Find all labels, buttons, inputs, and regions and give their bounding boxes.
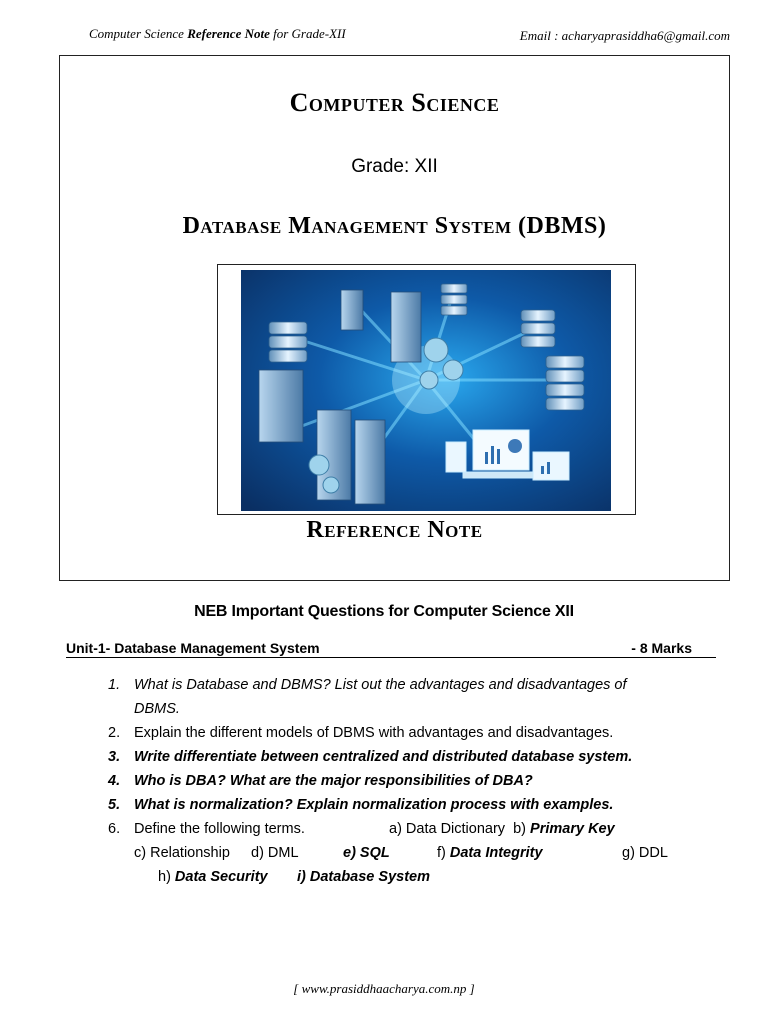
unit-label: Unit-1- Database Management System <box>66 640 320 656</box>
term-i: i) Database System <box>297 869 430 885</box>
dbms-illustration <box>241 270 611 511</box>
question-text: What is Database and DBMS? List out the advantages and disadvantages of <box>134 677 627 693</box>
term-h-line <box>158 865 268 889</box>
question-text: What is normalization? Explain normalization process with examples. <box>134 797 614 813</box>
question-number: 6. <box>108 821 121 837</box>
question-item <box>108 721 708 745</box>
term-g: g) DDL <box>622 845 668 861</box>
term-c: c) Relationship <box>134 845 230 861</box>
question-number: 1. <box>108 677 121 693</box>
cover-box <box>59 55 730 581</box>
cover-reference-note: Reference Note <box>306 517 483 543</box>
term-f-prefix: f) <box>437 845 450 861</box>
question-text: Who is DBA? What are the major responsibilities of DBA? <box>134 773 533 789</box>
header-prefix: Computer Science <box>89 26 188 41</box>
cover-subtitle: Database Management System (DBMS) <box>182 213 607 239</box>
question-number: 3. <box>108 749 121 765</box>
question-number: 2. <box>108 725 121 741</box>
unit-heading <box>66 638 716 658</box>
question-item <box>108 745 708 769</box>
term-f-line <box>437 841 543 865</box>
question-item <box>108 793 708 817</box>
running-header-left <box>89 26 346 42</box>
question-number: 4. <box>108 773 121 789</box>
term-a: a) Data Dictionary <box>389 821 506 837</box>
unit-marks: - 8 Marks <box>631 640 692 656</box>
question-text: Explain the different models of DBMS with advantages and disadvantages. <box>134 725 614 741</box>
database-stack-left <box>269 322 307 362</box>
questions-title: NEB Important Questions for Computer Science XII <box>194 603 574 620</box>
question-item-continued <box>108 697 708 721</box>
header-suffix: for Grade-XII <box>269 26 346 41</box>
footer-url: [ www.prasiddhaacharya.com.np ] <box>293 981 475 996</box>
term-b: Primary Key <box>530 821 615 837</box>
question-item <box>108 673 708 697</box>
question-number: 5. <box>108 797 121 813</box>
term-b-prefix: b) <box>513 821 531 837</box>
cover-grade: Grade: XII <box>351 156 438 177</box>
question-list <box>108 673 708 841</box>
question-item <box>108 769 708 793</box>
header-email: Email : acharyaprasiddha6@gmail.com <box>519 28 730 43</box>
dbms-illustration-frame <box>217 264 636 515</box>
question-text: Write differentiate between centralized and distributed database system. <box>134 749 633 765</box>
term-h-prefix: h) <box>158 869 175 885</box>
term-line-1 <box>389 817 615 841</box>
term-e: e) SQL <box>343 845 390 861</box>
question-text-continued: DBMS. <box>134 701 180 717</box>
database-stack-top <box>441 284 467 315</box>
header-bold: Reference Note <box>187 26 270 41</box>
term-f: Data Integrity <box>449 845 543 861</box>
question-text: Define the following terms. <box>134 821 305 837</box>
cover-title: Computer Science <box>289 88 500 117</box>
term-h: Data Security <box>174 869 268 885</box>
term-d: d) DML <box>251 845 299 861</box>
